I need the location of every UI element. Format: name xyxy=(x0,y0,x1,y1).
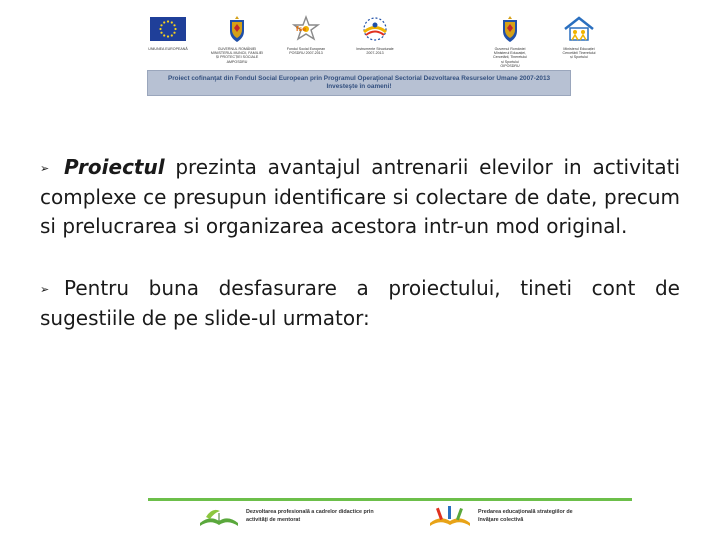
eu-flag-icon xyxy=(150,17,186,41)
fse-star-icon xyxy=(292,15,320,43)
logo-caption: Guvernul României Ministerul Educației, Cercetării, Tineretului și Sportului OIPOSDRU xyxy=(493,47,527,68)
header-banner xyxy=(145,8,596,96)
bullet-paragraph-1 xyxy=(40,153,680,241)
instrumente-structurale-logo xyxy=(340,14,410,55)
slogan-text: Investeşte în oameni! xyxy=(326,83,392,90)
cofinancing-text: Proiect cofinanţat din Fondul Social European prin Programul Operaţional Sectorial Dezvoltarea Resurselor Umane 2007-2013 xyxy=(167,75,551,82)
government-logo xyxy=(202,14,272,64)
footer-project-right xyxy=(428,505,588,527)
paragraph-text: prezinta avantajul antrenarii elevilor in activitati complexe ce presupun identificare si colectare de date, precum si prelucrarea si organizarea acestora intr-un mod original. xyxy=(40,155,680,238)
footer-text: Predarea educaţională strategiilor de învăţare colectivă xyxy=(478,509,573,523)
footer-project-left xyxy=(198,505,376,527)
open-book-leaf-icon xyxy=(198,505,240,527)
emphasized-word: Proiectul xyxy=(64,155,165,179)
paragraph-text: Pentru buna desfasurare a proiectului, tineti cont de sugestiile de pe slide-ul urmator: xyxy=(40,276,680,330)
education-ministry-logo xyxy=(544,14,614,60)
instrumente-structurale-icon xyxy=(358,15,392,43)
logo-caption: Fondul Social European POSDRU 2007-2013 xyxy=(286,47,326,56)
logo-caption: Ministerul Educației Cercetării Tineretului și Sportului xyxy=(562,47,596,60)
svg-text:fse: fse xyxy=(296,26,307,33)
fse-logo xyxy=(271,14,341,55)
footer-divider xyxy=(148,498,632,501)
book-pencils-icon xyxy=(428,505,472,527)
ministry-logo xyxy=(475,14,545,68)
logo-caption: GUVERNUL ROMÂNIEI MINISTERUL MUNCII, FAMILIEI ȘI PROTECȚIEI SOCIALE AMPOSDRU xyxy=(210,47,264,64)
arrowhead-bullet-icon: ➢ xyxy=(40,162,50,175)
bullet-paragraph-2 xyxy=(40,274,680,333)
romania-coat-of-arms-icon xyxy=(227,15,247,43)
logo-caption: UNIUNEA EUROPEANĂ xyxy=(148,47,188,51)
romania-coat-of-arms-icon xyxy=(500,15,520,43)
slide-content xyxy=(40,153,680,333)
footer-text: Dezvoltarea profesională a cadrelor didactice prin activităţi de mentorat xyxy=(246,509,374,523)
eu-logo xyxy=(133,14,203,51)
cofinancing-strip xyxy=(147,70,571,96)
logo-caption: Instrumente Structurale 2007-2013 xyxy=(356,47,394,56)
ministry-education-house-icon xyxy=(561,15,597,43)
arrowhead-bullet-icon: ➢ xyxy=(40,283,50,296)
